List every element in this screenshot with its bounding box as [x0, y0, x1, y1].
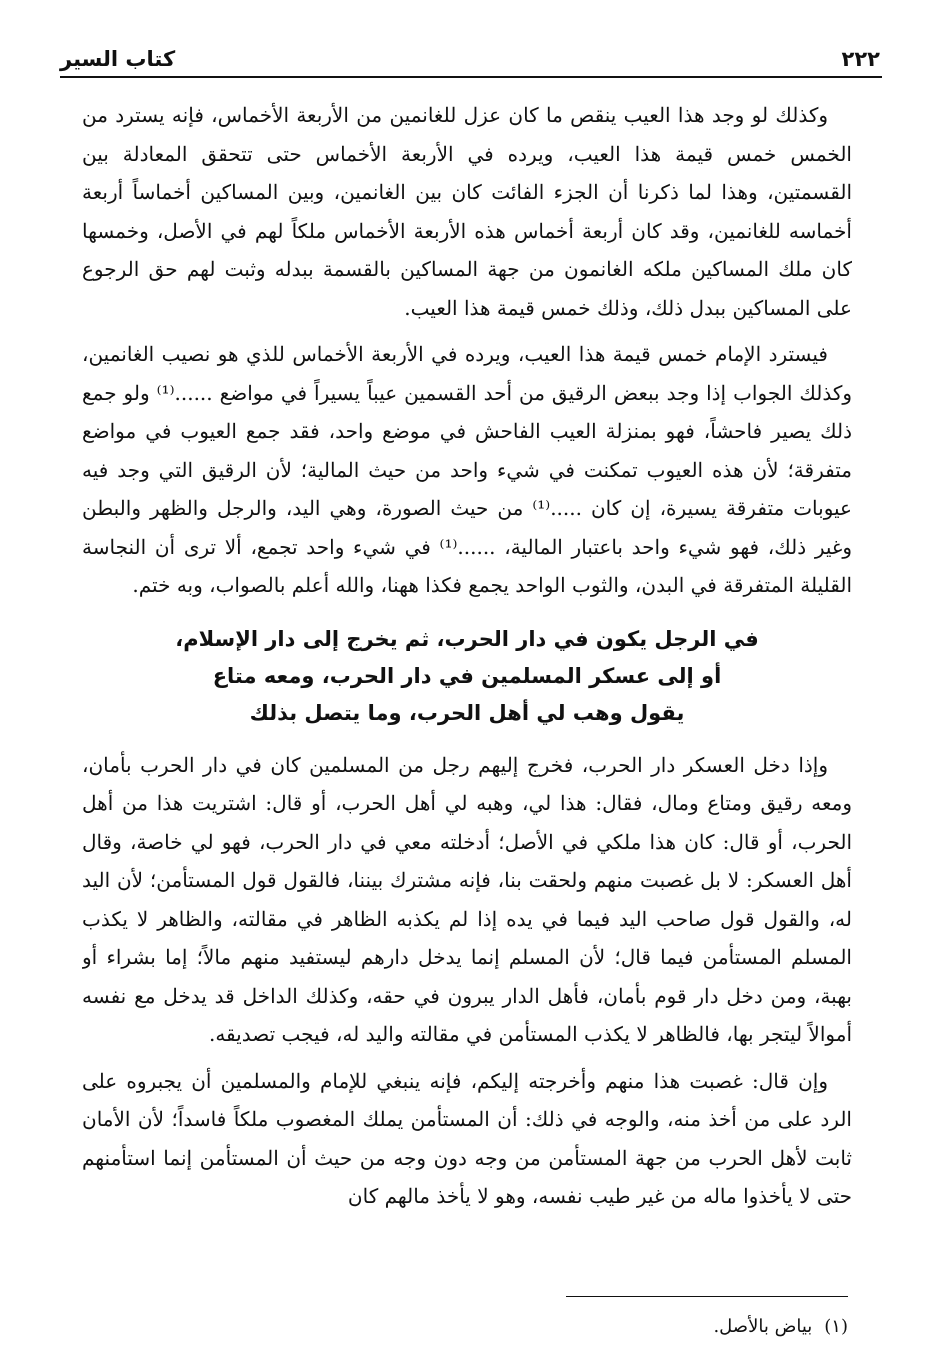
header-divider [60, 76, 882, 78]
footnote [600, 1310, 848, 1342]
paragraph: وكذلك لو وجد هذا العيب ينقص ما كان عزل للغانمين من الأربعة الأخماس، فإنه يسترد من الخمس خمس قيمة هذا العيب، ويرده في الأربعة الأخماس حتى تتحقق المعادلة بين القسمتين، وهذا لما ذكرنا أن الجزء الفائت كان بين الغانمين، وبين المساكين أخماساً أربعة أخماسه للغانمين، وقد كان أربعة أخماس هذه الأربعة الأخماس ملكاً لهم في الأصل، وخمسها كان ملك المساكين ملكه الغانمون من جهة المساكين بالقسمة ببدله وثبت لهم حق الرجوع على المساكين ببدل ذلك، وذلك خمس قيمة هذا العيب. [82, 103, 852, 320]
heading-line-2: أو إلى عسكر المسلمين في دار الحرب، ومعه متاع [212, 663, 722, 688]
page-number: ٢٢٢ [841, 47, 880, 71]
footnote-text: بياض بالأصل. [713, 1315, 813, 1337]
footnote-divider [566, 1296, 848, 1297]
book-title: كتاب السير [60, 47, 176, 71]
section-heading [82, 621, 852, 732]
heading-line-1: في الرجل يكون في دار الحرب، ثم يخرج إلى دار الإسلام، [175, 626, 759, 651]
paragraph: وإذا دخل العسكر دار الحرب، فخرج إليهم رجل من المسلمين كان في دار الحرب بأمان، ومعه رقيق ومتاع ومال، فقال: هذا لي، وهبه لي أهل الحرب، أو قال: اشتريت هذا من أهل الحرب، أو قال: كان هذا ملكي في الأصل؛ أدخلته معي في دار الحرب، فهو لي خاصة، وقال أهل العسكر: لا بل غصبت منهم ولحقت بنا، فإنه مشترك بيننا، فالقول قول المستأمن؛ لأن اليد له، والقول قول صاحب اليد فيما في يده إذا لم يكذبه الظاهر في مقالته، والظاهر لا يكذب المسلم المستأمن فيما قال؛ لأن المسلم إنما يدخل دارهم ليستفيد منهم مالاً؛ إما بشراء أو بهبة، ومن دخل دار قوم بأمان، فأهل الدار يبرون في حقه، وكذلك الداخل قد يدخل مع نفسه أموالاً ليتجر بها، فالظاهر لا يكذب المستأمن في مقالته واليد له، فيجب تصديقه. [82, 752, 852, 1046]
paragraph: فيسترد الإمام خمس قيمة هذا العيب، ويرده في الأربعة الأخماس للذي هو نصيب الغانمين، وكذلك الجواب إذا وجد ببعض الرقيق من أحد القسمين عيباً يسيراً في مواضع ......⁽¹⁾ ولو جمع ذلك يصير فاحشاً، فهو بمنزلة العيب الفاحش في موضع واحد، فقد جمع العيوب في مواضع متفرقة؛ لأن هذه العيوب تمكنت في شيء واحد من حيث المالية؛ لأن الرقيق التي وجد فيه عيوبات متفرقة يسيرة، إن كان .....⁽¹⁾ من حيث الصورة، وهي اليد، والرجل والظهر والبطن وغير ذلك، فهو شيء واحد باعتبار المالية، ......⁽¹⁾ في شيء واحد تجمع، ألا ترى أن النجاسة القليلة المتفرقة في البدن، والثوب الواحد يجمع فكذا ههنا، والله أعلم بالصواب، وبه ختم. [82, 342, 852, 597]
heading-line-3: يقول وهب لي أهل الحرب، وما يتصل بذلك [249, 700, 685, 725]
footnote-marker: (١) [824, 1315, 848, 1337]
main-text [82, 96, 852, 1286]
page-header [60, 42, 880, 76]
paragraph: وإن قال: غصبت هذا منهم وأخرجته إليكم، فإنه ينبغي للإمام والمسلمين أن يجبروه على الرد على من أخذ منه، والوجه في ذلك: أن المستأمن يملك المغصوب ملكاً فاسداً؛ لأن الأمان ثابت لأهل الحرب من جهة المستأمن من وجه دون وجه من حيث أن المستأمن إنما استأمنهم حتى لا يأخذوا ماله من غير طيب نفسه، وهو لا يأخذ مالهم كان [82, 1068, 852, 1208]
